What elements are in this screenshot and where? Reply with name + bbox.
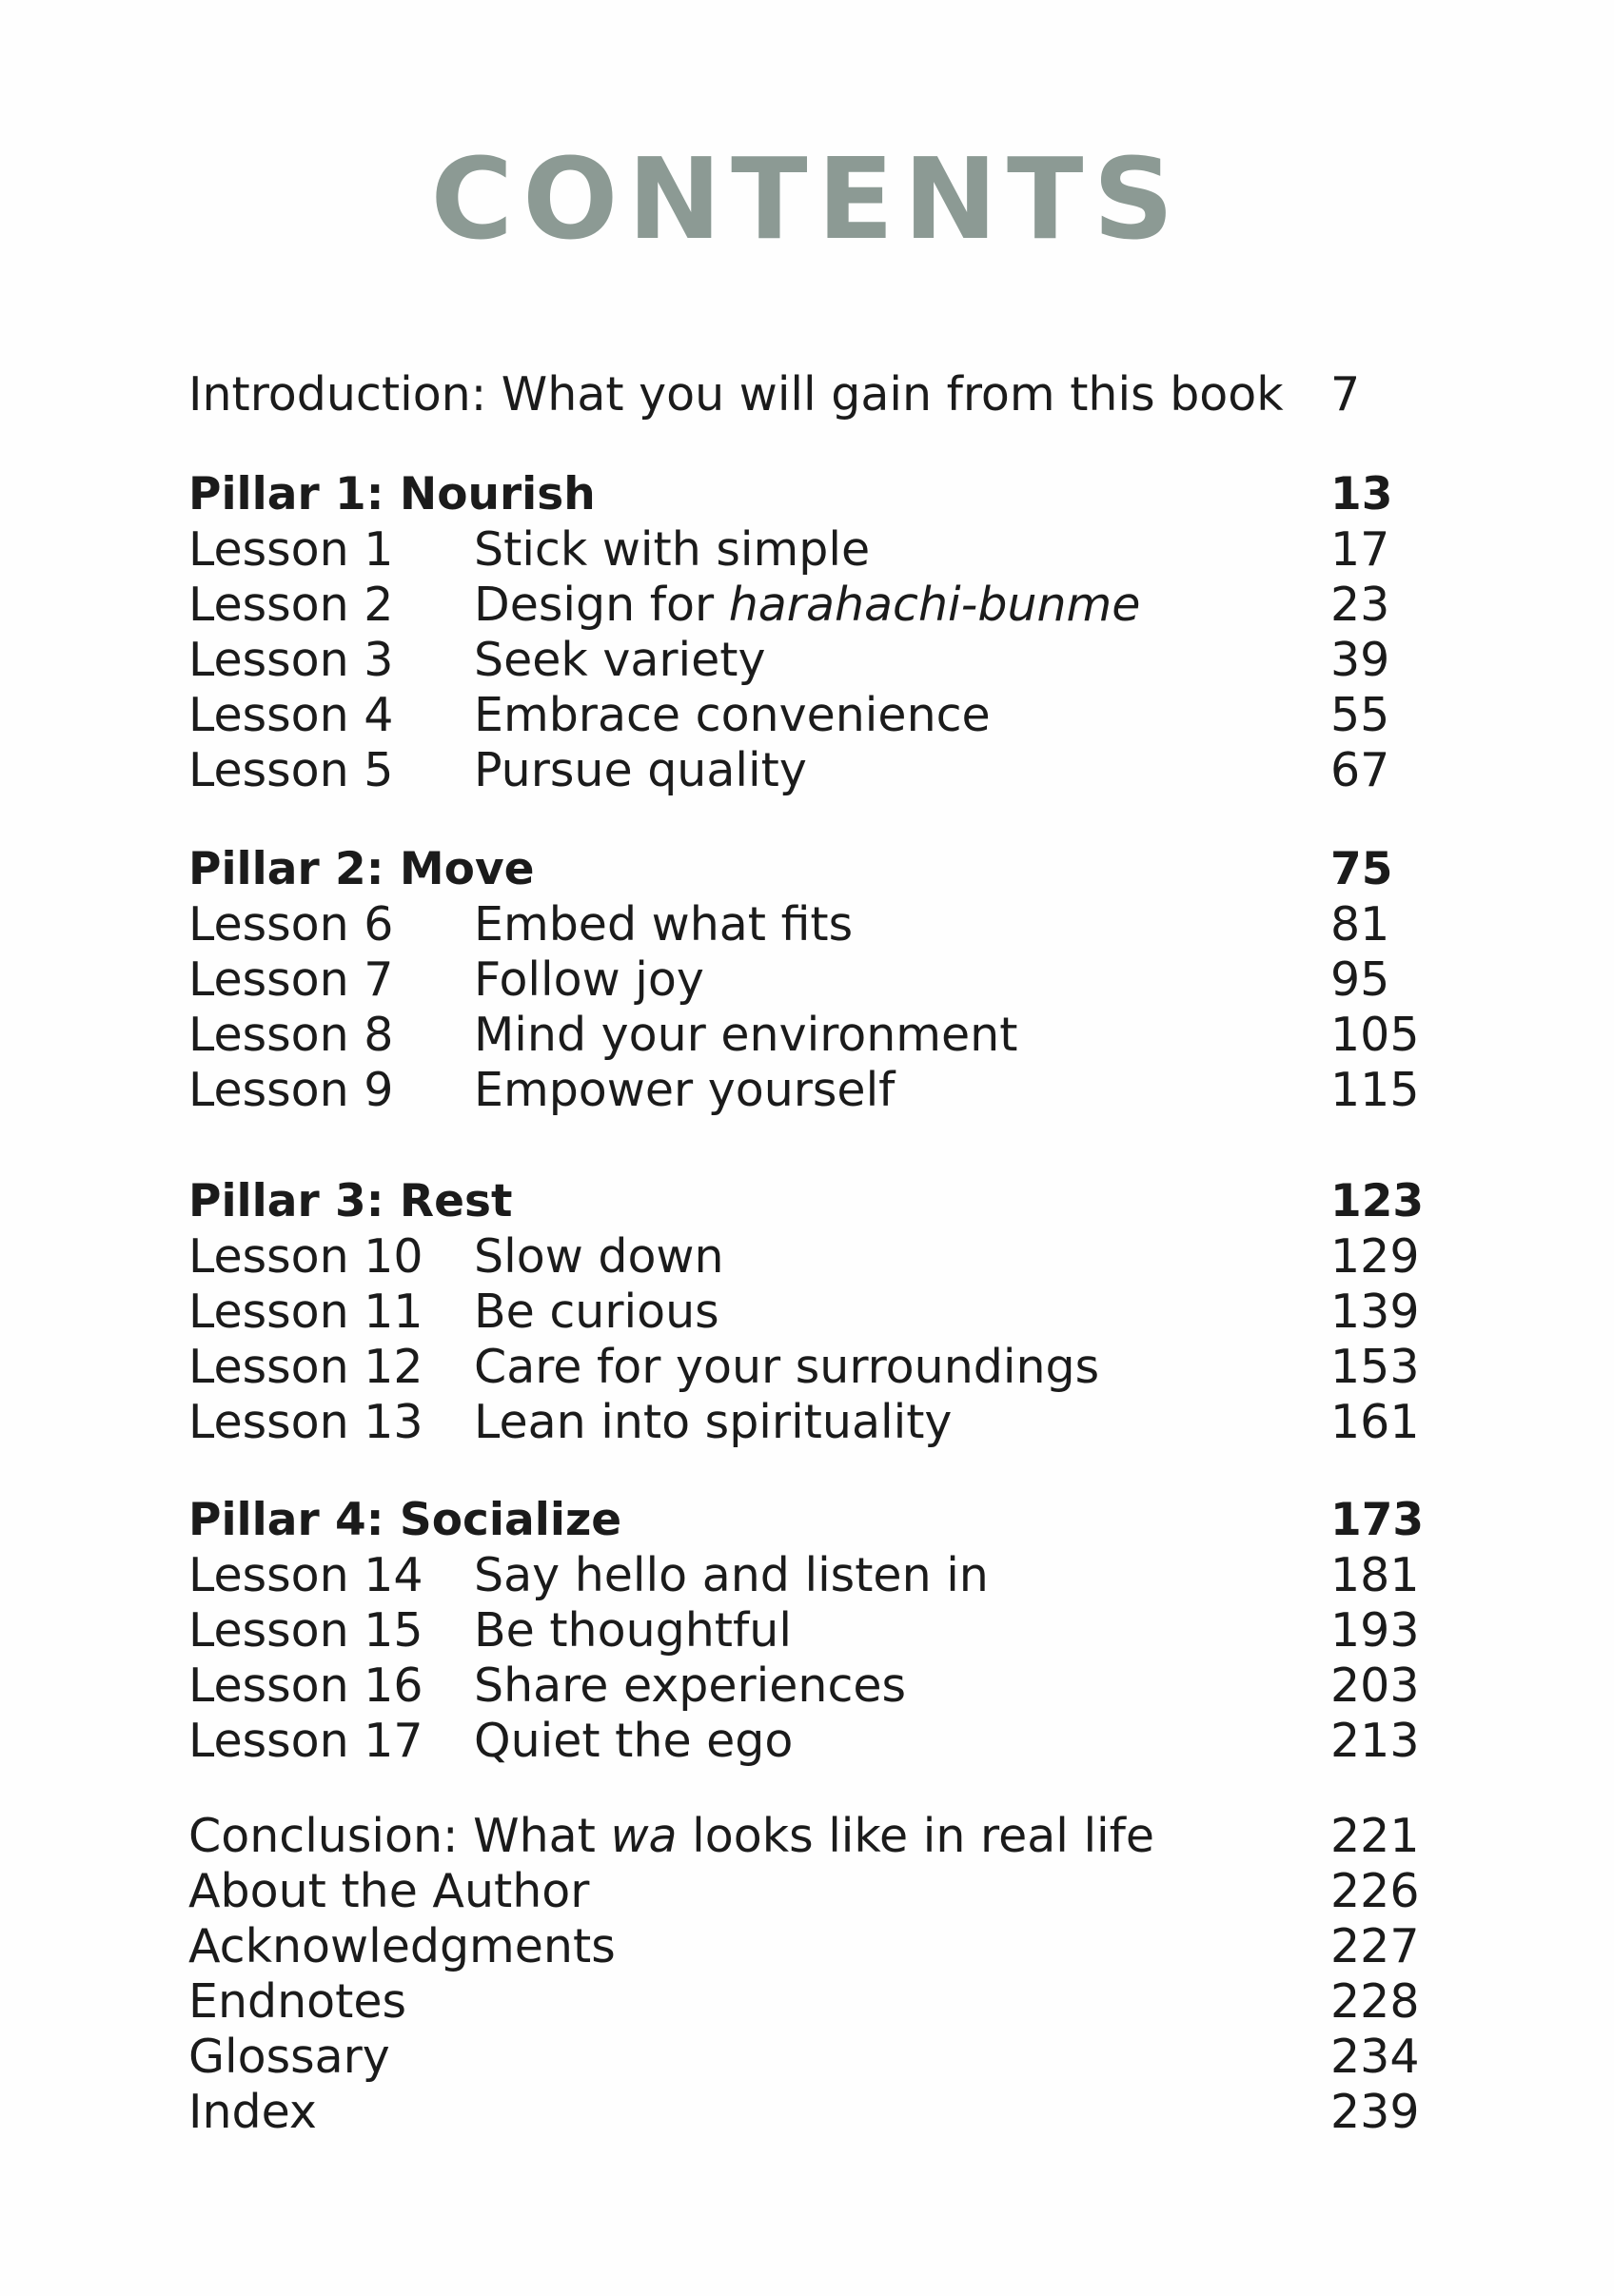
entry-label: Endnotes [188, 1974, 407, 2029]
pillar-label: Pillar 1: Nourish [188, 468, 596, 520]
lesson-number: Lesson 1 [188, 522, 394, 577]
entry-label [188, 1808, 1154, 1865]
lesson-page-number: 23 [1330, 578, 1390, 632]
entry-page-number: 221 [1330, 1809, 1420, 1863]
pillar-label: Pillar 2: Move [188, 843, 535, 895]
lesson-title: Slow down [474, 1229, 724, 1284]
toc-entry-introduction[interactable] [188, 366, 1426, 423]
toc-lesson-6[interactable] [188, 896, 1426, 953]
entry-label-prefix: Conclusion: What [188, 1809, 611, 1863]
lesson-title: Embed what fits [474, 897, 854, 952]
lesson-number: Lesson 8 [188, 1008, 394, 1062]
toc-entry-endnotes[interactable] [188, 1973, 1426, 2031]
lesson-title: Follow joy [474, 952, 704, 1007]
lesson-title: Pursue quality [474, 743, 807, 797]
toc-lesson-10[interactable] [188, 1228, 1426, 1285]
toc-entry-conclusion[interactable] [188, 1808, 1426, 1865]
lesson-page-number: 181 [1330, 1548, 1420, 1602]
lesson-title: Seek variety [474, 633, 766, 687]
lesson-number: Lesson 3 [188, 633, 394, 687]
lesson-number: Lesson 6 [188, 897, 394, 952]
pillar-page-number: 173 [1330, 1494, 1425, 1546]
toc-entry-index[interactable] [188, 2084, 1426, 2141]
lesson-number: Lesson 12 [188, 1340, 423, 1394]
entry-label: Introduction: What you will gain from this book [188, 367, 1284, 422]
lesson-page-number: 95 [1330, 952, 1390, 1007]
toc-lesson-2[interactable] [188, 577, 1426, 634]
lesson-title: Be thoughtful [474, 1603, 792, 1658]
toc-lesson-7[interactable] [188, 952, 1426, 1009]
lesson-number: Lesson 10 [188, 1229, 423, 1284]
entry-label: Acknowledgments [188, 1919, 616, 1973]
lesson-title: Say hello and listen in [474, 1548, 989, 1602]
lesson-title: Empower yourself [474, 1063, 896, 1117]
toc-lesson-4[interactable] [188, 687, 1426, 744]
toc-lesson-8[interactable] [188, 1007, 1426, 1064]
lesson-title: Be curious [474, 1285, 719, 1339]
pillar-page-number: 13 [1330, 468, 1393, 520]
entry-page-number: 234 [1330, 2030, 1420, 2084]
toc-pillar-3[interactable] [188, 1173, 1426, 1230]
lesson-title: Stick with simple [474, 522, 871, 577]
lesson-title: Embrace convenience [474, 688, 991, 742]
pillar-label: Pillar 4: Socialize [188, 1494, 622, 1546]
toc-lesson-12[interactable] [188, 1339, 1426, 1396]
entry-label: Glossary [188, 2030, 390, 2084]
page-title: CONTENTS [430, 133, 1184, 265]
lesson-number: Lesson 13 [188, 1395, 423, 1449]
lesson-page-number: 115 [1330, 1063, 1420, 1117]
entry-page-number: 228 [1330, 1974, 1420, 2029]
lesson-title: Share experiences [474, 1658, 907, 1713]
lesson-page-number: 81 [1330, 897, 1390, 952]
lesson-page-number: 39 [1330, 633, 1390, 687]
toc-pillar-2[interactable] [188, 841, 1426, 898]
lesson-number: Lesson 7 [188, 952, 394, 1007]
toc-pillar-1[interactable] [188, 466, 1426, 523]
lesson-page-number: 161 [1330, 1395, 1420, 1449]
entry-label-suffix: looks like in real life [677, 1809, 1155, 1863]
lesson-page-number: 153 [1330, 1340, 1420, 1394]
entry-label: About the Author [188, 1864, 590, 1918]
toc-lesson-3[interactable] [188, 632, 1426, 689]
lesson-page-number: 139 [1330, 1285, 1420, 1339]
lesson-title: Lean into spirituality [474, 1395, 953, 1449]
toc-lesson-15[interactable] [188, 1602, 1426, 1659]
lesson-number: Lesson 11 [188, 1285, 423, 1339]
lesson-page-number: 129 [1330, 1229, 1420, 1284]
toc-pillar-4[interactable] [188, 1492, 1426, 1549]
lesson-number: Lesson 2 [188, 578, 394, 632]
entry-page-number: 7 [1330, 367, 1361, 422]
entry-label: Index [188, 2085, 317, 2139]
entry-page-number: 239 [1330, 2085, 1420, 2139]
lesson-page-number: 55 [1330, 688, 1390, 742]
toc-lesson-9[interactable] [188, 1062, 1426, 1119]
pillar-page-number: 75 [1330, 843, 1393, 895]
lesson-title [474, 577, 1140, 634]
toc-lesson-5[interactable] [188, 742, 1426, 799]
lesson-number: Lesson 4 [188, 688, 394, 742]
toc-lesson-13[interactable] [188, 1394, 1426, 1451]
lesson-number: Lesson 14 [188, 1548, 423, 1602]
lesson-title-prefix: Design for [474, 578, 729, 632]
lesson-page-number: 67 [1330, 743, 1390, 797]
lesson-number: Lesson 17 [188, 1714, 423, 1768]
toc-entry-about-the-author[interactable] [188, 1863, 1426, 1920]
lesson-title: Quiet the ego [474, 1714, 794, 1768]
pillar-label: Pillar 3: Rest [188, 1175, 513, 1227]
lesson-title: Mind your environment [474, 1008, 1018, 1062]
toc-lesson-17[interactable] [188, 1713, 1426, 1770]
lesson-page-number: 193 [1330, 1603, 1420, 1658]
entry-page-number: 226 [1330, 1864, 1420, 1918]
lesson-page-number: 105 [1330, 1008, 1420, 1062]
lesson-number: Lesson 5 [188, 743, 394, 797]
lesson-title: Care for your surroundings [474, 1340, 1100, 1394]
toc-entry-glossary[interactable] [188, 2029, 1426, 2086]
lesson-title-italic: harahachi-bunme [728, 578, 1141, 632]
pillar-page-number: 123 [1330, 1175, 1425, 1227]
lesson-number: Lesson 15 [188, 1603, 423, 1658]
lesson-page-number: 203 [1330, 1658, 1420, 1713]
lesson-number: Lesson 16 [188, 1658, 423, 1713]
toc-lesson-11[interactable] [188, 1284, 1426, 1341]
lesson-page-number: 17 [1330, 522, 1390, 577]
toc-lesson-1[interactable] [188, 521, 1426, 579]
toc-lesson-16[interactable] [188, 1658, 1426, 1715]
entry-label-italic: wa [610, 1809, 678, 1863]
toc-lesson-14[interactable] [188, 1547, 1426, 1604]
toc-entry-acknowledgments[interactable] [188, 1918, 1426, 1975]
lesson-number: Lesson 9 [188, 1063, 394, 1117]
lesson-page-number: 213 [1330, 1714, 1420, 1768]
entry-page-number: 227 [1330, 1919, 1420, 1973]
